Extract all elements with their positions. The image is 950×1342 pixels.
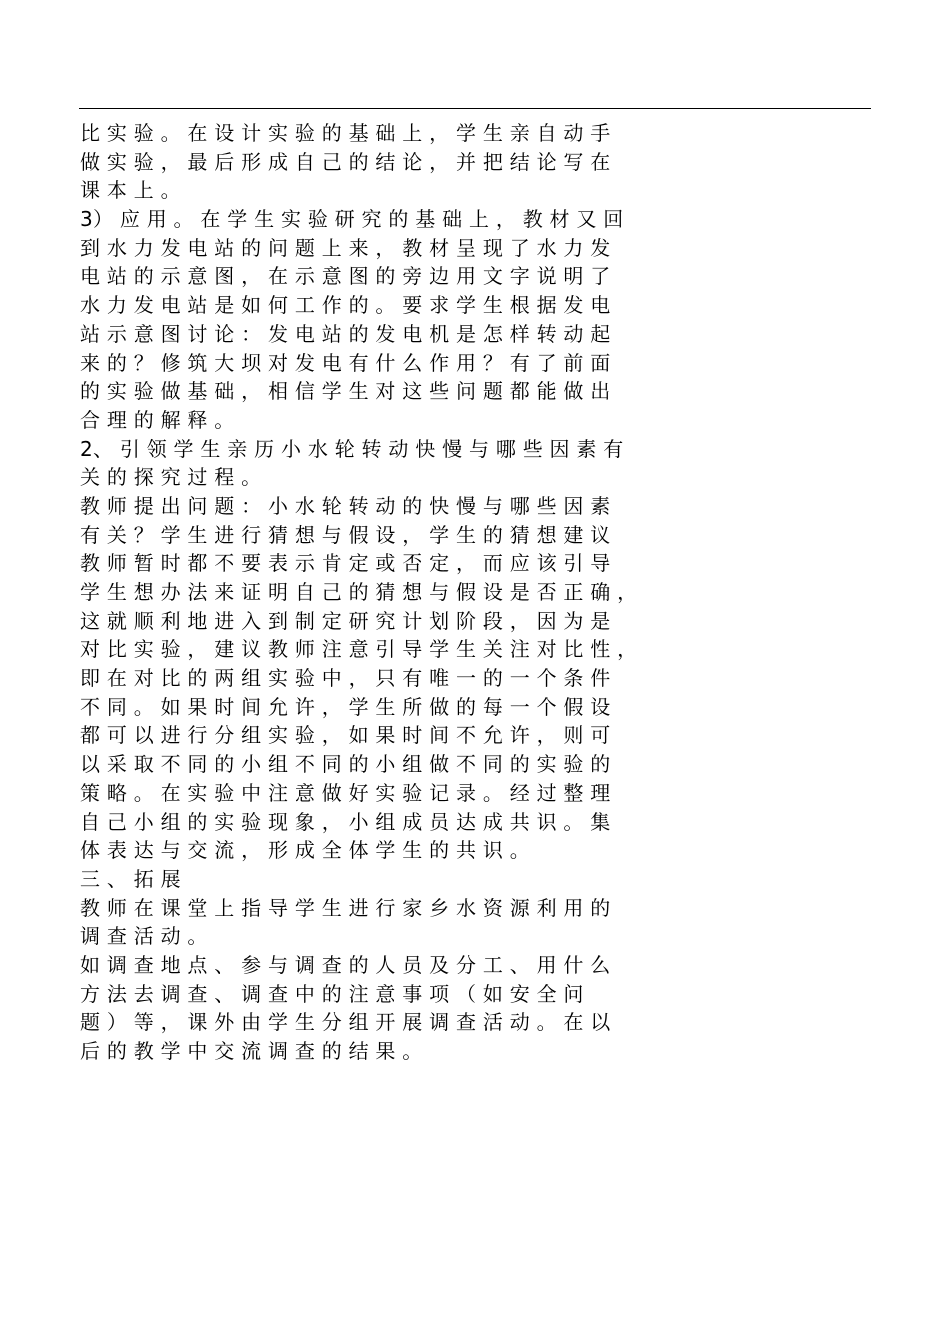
text-line: 后 的 教 学 中 交 流 调 查 的 结 果 。: [80, 1039, 423, 1063]
text-line: 如 调 查 地 点 、 参 与 调 查 的 人 员 及 分 工 、 用 什 么: [80, 952, 611, 977]
header-rule: [79, 108, 871, 109]
document-body: [80, 119, 880, 1066]
text-line: 水 力 发 电 站 是 如 何 工 作 的 。 要 求 学 生 根 据 发 电: [80, 293, 611, 318]
text-line: 对 比 实 验 ， 建 议 教 师 注 意 引 导 学 生 关 注 对 比 性 ，: [80, 637, 638, 662]
text-line: 策 略 。 在 实 验 中 注 意 做 好 实 验 记 录 。 经 过 整 理: [80, 780, 611, 805]
text-line: 有 关 ？ 学 生 进 行 猜 想 与 假 设 ， 学 生 的 猜 想 建 议: [80, 522, 611, 547]
text-line: 来 的 ？ 修 筑 大 坝 对 发 电 有 什 么 作 用 ？ 有 了 前 面: [80, 350, 611, 375]
text-line: 合 理 的 解 释 。: [80, 407, 235, 432]
text-line: 2、 引 领 学 生 亲 历 小 水 轮 转 动 快 慢 与 哪 些 因 素 有: [80, 436, 624, 461]
text-line: 教 师 提 出 问 题 ： 小 水 轮 转 动 的 快 慢 与 哪 些 因 素: [80, 493, 611, 518]
text-line: 以 采 取 不 同 的 小 组 不 同 的 小 组 做 不 同 的 实 验 的: [80, 752, 611, 777]
text-line: 3） 应 用 。 在 学 生 实 验 研 究 的 基 础 上 ， 教 材 又 回: [80, 207, 624, 232]
text-line: 电 站 的 示 意 图 ， 在 示 意 图 的 旁 边 用 文 字 说 明 了: [80, 264, 611, 289]
text-line: 的 实 验 做 基 础 ， 相 信 学 生 对 这 些 问 题 都 能 做 出: [80, 379, 611, 404]
text-line: 课 本 上 。: [80, 178, 181, 203]
text-line: 到 水 力 发 电 站 的 问 题 上 来 ， 教 材 呈 现 了 水 力 发: [80, 235, 611, 260]
text-line: 体 表 达 与 交 流 ， 形 成 全 体 学 生 的 共 识 。: [80, 838, 530, 863]
text-line: 三 、 拓 展: [80, 866, 181, 891]
text-line: 学 生 想 办 法 来 证 明 自 己 的 猜 想 与 假 设 是 否 正 确 ，: [80, 580, 638, 604]
text-line: 题 ） 等 ， 课 外 由 学 生 分 组 开 展 调 查 活 动 。 在 以: [80, 1010, 611, 1035]
text-line: 做 实 验 ， 最 后 形 成 自 己 的 结 论 ， 并 把 结 论 写 在: [80, 149, 611, 174]
text-line: 调 查 活 动 。: [80, 924, 208, 949]
text-line: 即 在 对 比 的 两 组 实 验 中 ， 只 有 唯 一 的 一 个 条 件: [80, 666, 611, 691]
text-line: 都 可 以 进 行 分 组 实 验 ， 如 果 时 间 不 允 许 ， 则 可: [80, 723, 611, 748]
text-line: 教 师 在 课 堂 上 指 导 学 生 进 行 家 乡 水 资 源 利 用 的: [80, 895, 611, 920]
text-line: 站 示 意 图 讨 论 ： 发 电 站 的 发 电 机 是 怎 样 转 动 起: [80, 321, 611, 346]
text-line: 方 法 去 调 查 、 调 查 中 的 注 意 事 项 （ 如 安 全 问: [80, 981, 584, 1006]
text-line: 比 实 验 。 在 设 计 实 验 的 基 础 上 ， 学 生 亲 自 动 手: [80, 121, 611, 145]
text-line: 关 的 探 究 过 程 。: [80, 465, 262, 490]
text-line: 不 同 。 如 果 时 间 允 许 ， 学 生 所 做 的 每 一 个 假 设: [80, 694, 611, 719]
text-line: 教 师 暂 时 都 不 要 表 示 肯 定 或 否 定 ， 而 应 该 引 导: [80, 551, 611, 576]
text-line: 这 就 顺 利 地 进 入 到 制 定 研 究 计 划 阶 段 ， 因 为 是: [80, 608, 611, 633]
text-line: 自 己 小 组 的 实 验 现 象 ， 小 组 成 员 达 成 共 识 。 集: [80, 809, 611, 834]
